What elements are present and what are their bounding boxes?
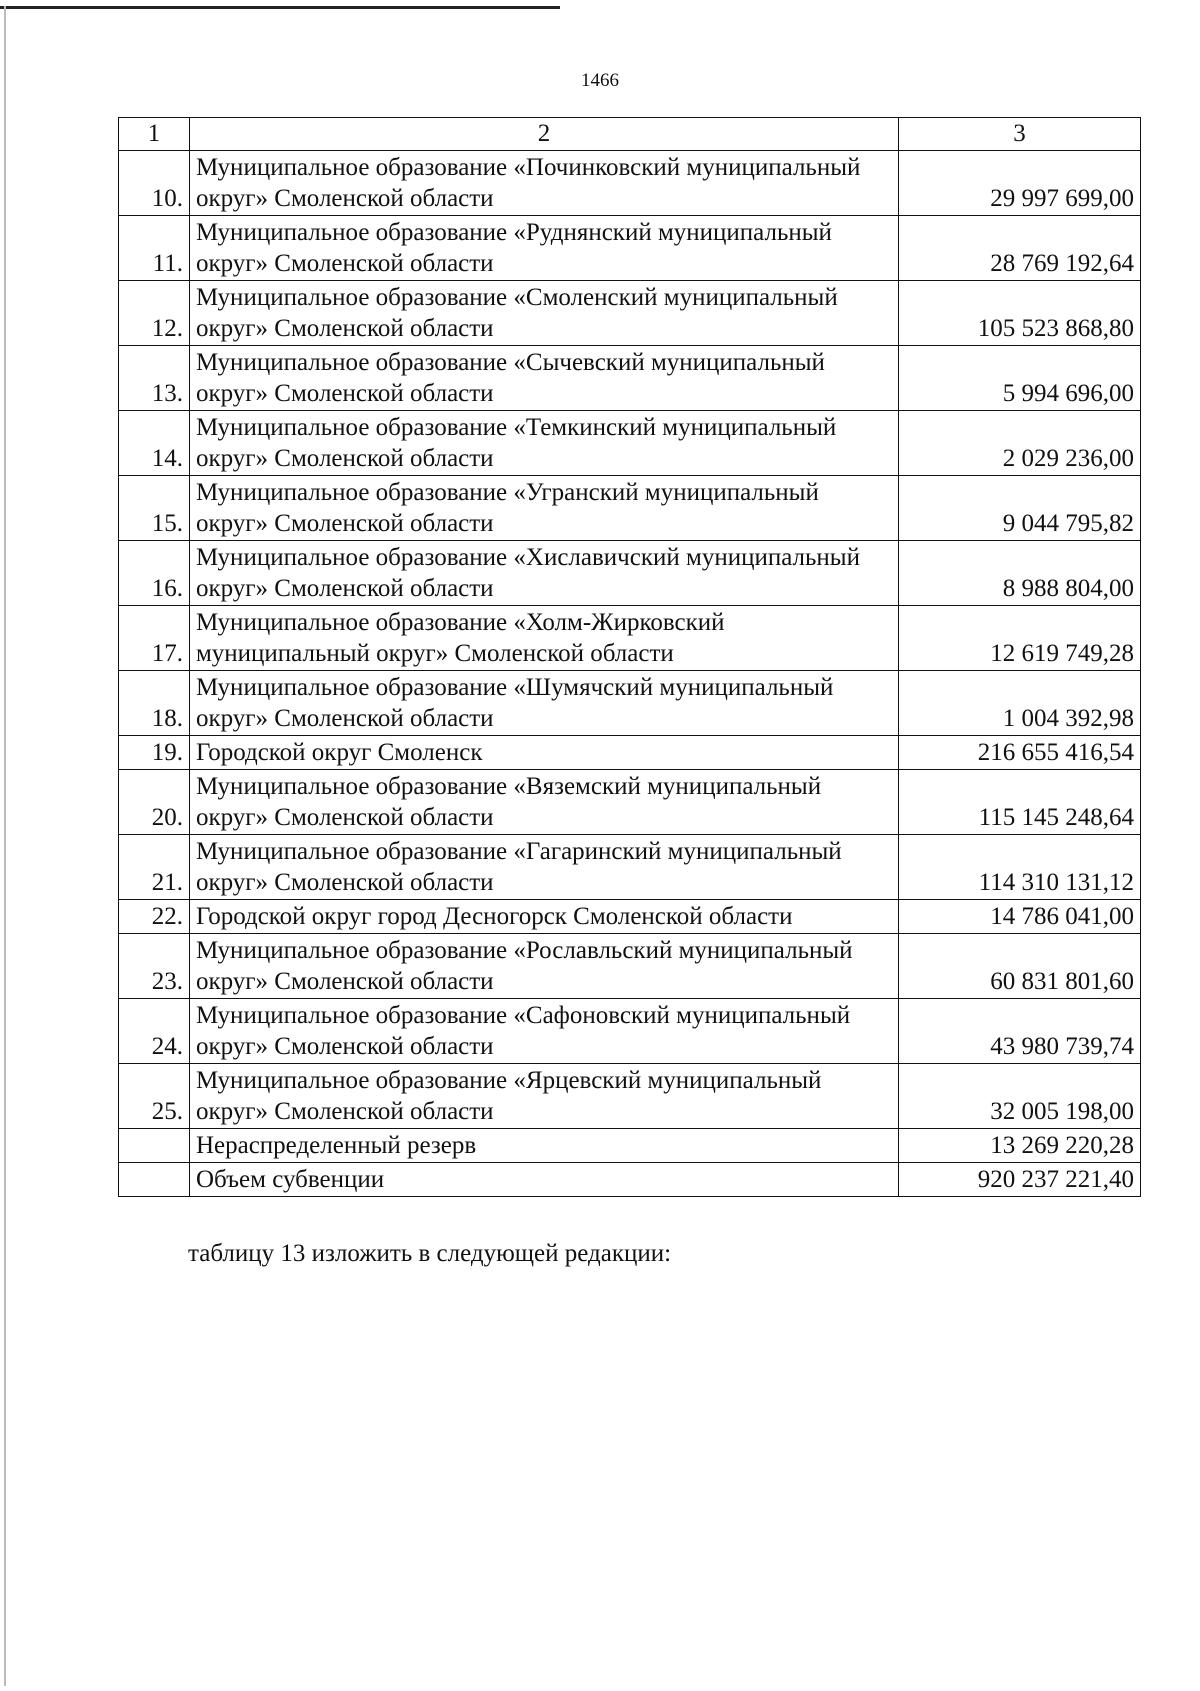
row-municipality-name: Городской округ Смоленск [189,736,898,770]
row-amount: 14 786 041,00 [899,900,1141,934]
row-number: 25. [119,1064,190,1129]
table-row [119,934,1141,999]
row-number [119,1163,190,1197]
table-row [119,1064,1141,1129]
row-municipality-name: Муниципальное образование «Сычевский муниципальный округ» Смоленской области [189,346,898,411]
table-row [119,476,1141,541]
row-municipality-name: Муниципальное образование «Ярцевский муниципальный округ» Смоленской области [189,1064,898,1129]
table-row [119,736,1141,770]
row-amount: 32 005 198,00 [899,1064,1141,1129]
table-row [119,900,1141,934]
table-row [119,541,1141,606]
table-row [119,1163,1141,1197]
row-amount: 216 655 416,54 [899,736,1141,770]
row-municipality-name: Муниципальное образование «Холм-Жирковский муниципальный округ» Смоленской области [189,606,898,671]
row-amount: 60 831 801,60 [899,934,1141,999]
row-number: 24. [119,999,190,1064]
row-number: 21. [119,835,190,900]
row-municipality-name: Муниципальное образование «Вяземский муниципальный округ» Смоленской области [189,770,898,835]
table-row [119,216,1141,281]
table-row [119,346,1141,411]
row-municipality-name: Муниципальное образование «Угранский муниципальный округ» Смоленской области [189,476,898,541]
row-municipality-name: Муниципальное образование «Шумячский муниципальный округ» Смоленской области [189,671,898,736]
table-body [119,118,1141,1197]
table-row [119,411,1141,476]
row-amount: 2 029 236,00 [899,411,1141,476]
row-number: 20. [119,770,190,835]
page-number: 1466 [581,70,619,91]
table-row [119,1129,1141,1163]
row-amount: 28 769 192,64 [899,216,1141,281]
row-number: 18. [119,671,190,736]
table-row [119,770,1141,835]
row-number: 11. [119,216,190,281]
row-number: 19. [119,736,190,770]
row-municipality-name: Городской округ город Десногорск Смоленской области [189,900,898,934]
row-number: 14. [119,411,190,476]
row-number: 10. [119,151,190,216]
row-municipality-name: Муниципальное образование «Рославльский муниципальный округ» Смоленской области [189,934,898,999]
row-municipality-name: Объем субвенции [189,1163,898,1197]
header-col-3: 3 [899,118,1141,151]
row-number: 12. [119,281,190,346]
row-amount: 8 988 804,00 [899,541,1141,606]
row-municipality-name: Нераспределенный резерв [189,1129,898,1163]
subvention-table [118,117,1141,1197]
row-number: 15. [119,476,190,541]
top-scan-rule [0,6,560,9]
row-amount: 114 310 131,12 [899,835,1141,900]
row-amount: 920 237 221,40 [899,1163,1141,1197]
row-number: 16. [119,541,190,606]
table-row [119,281,1141,346]
row-amount: 105 523 868,80 [899,281,1141,346]
table-row [119,671,1141,736]
row-number: 13. [119,346,190,411]
table-row [119,835,1141,900]
row-amount: 5 994 696,00 [899,346,1141,411]
header-col-2: 2 [189,118,898,151]
row-number [119,1129,190,1163]
header-col-1: 1 [119,118,190,151]
row-municipality-name: Муниципальное образование «Хиславичский муниципальный округ» Смоленской области [189,541,898,606]
footer-instruction-text: таблицу 13 изложить в следующей редакции: [188,1240,672,1267]
row-municipality-name: Муниципальное образование «Руднянский муниципальный округ» Смоленской области [189,216,898,281]
row-amount: 43 980 739,74 [899,999,1141,1064]
row-amount: 1 004 392,98 [899,671,1141,736]
table-row [119,999,1141,1064]
row-number: 22. [119,900,190,934]
left-scan-edge [4,6,6,1686]
row-amount: 115 145 248,64 [899,770,1141,835]
row-amount: 29 997 699,00 [899,151,1141,216]
row-amount: 9 044 795,82 [899,476,1141,541]
row-number: 17. [119,606,190,671]
row-amount: 12 619 749,28 [899,606,1141,671]
row-municipality-name: Муниципальное образование «Темкинский муниципальный округ» Смоленской области [189,411,898,476]
row-municipality-name: Муниципальное образование «Починковский муниципальный округ» Смоленской области [189,151,898,216]
row-municipality-name: Муниципальное образование «Гагаринский муниципальный округ» Смоленской области [189,835,898,900]
table-row [119,606,1141,671]
table-header-row [119,118,1141,151]
row-number: 23. [119,934,190,999]
row-amount: 13 269 220,28 [899,1129,1141,1163]
row-municipality-name: Муниципальное образование «Смоленский муниципальный округ» Смоленской области [189,281,898,346]
table-row [119,151,1141,216]
row-municipality-name: Муниципальное образование «Сафоновский муниципальный округ» Смоленской области [189,999,898,1064]
